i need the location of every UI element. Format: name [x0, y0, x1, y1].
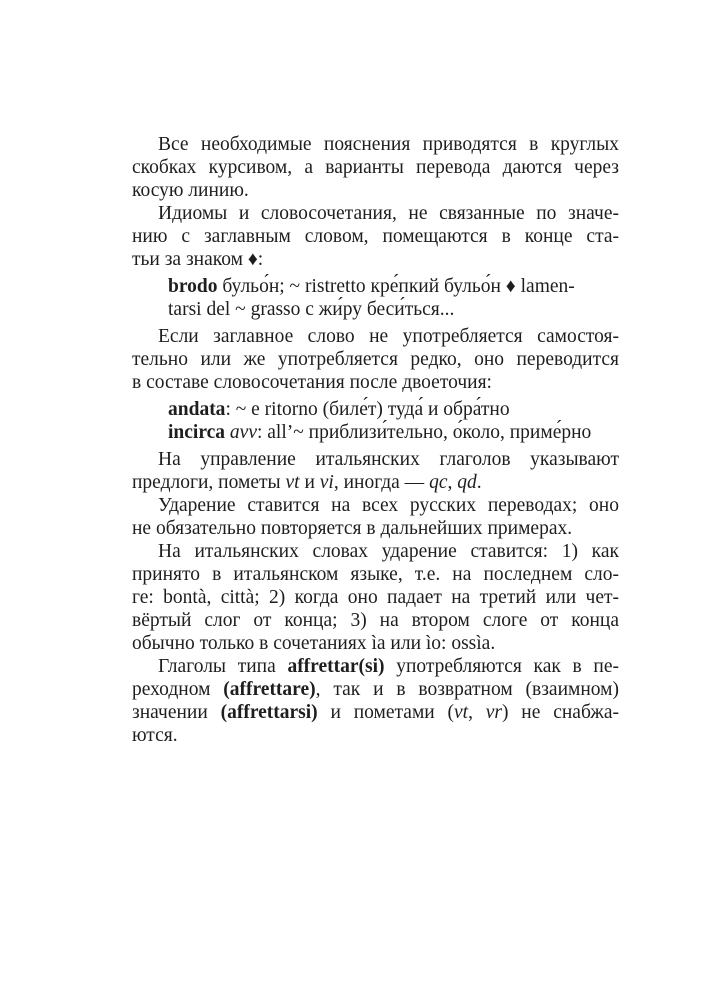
paragraph — [132, 494, 619, 540]
paragraph — [132, 202, 619, 271]
text-run: тьи за знаком ♦: — [132, 249, 264, 270]
text-line — [132, 348, 619, 371]
text-run: На управление итальянских глаголов указывают — [158, 449, 619, 470]
example-block — [168, 398, 619, 444]
grammar-label-italic: vr — [485, 702, 503, 723]
text-run: значении — [132, 702, 221, 723]
text-line — [132, 540, 619, 563]
text-run: бульо́н; ~ ristretto кре́пкий бульо́н ♦ lamen- — [217, 276, 575, 297]
paragraph — [132, 133, 619, 202]
headword-bold: affrettar(si) — [287, 656, 385, 677]
text-run: не обязательно повторяется в дальнейших примерах. — [132, 518, 573, 539]
text-run: нию с заглавным словом, помещаются в конце ста- — [132, 226, 619, 247]
text-run: ются. — [132, 725, 178, 746]
text-run: предлоги, пометы — [132, 472, 286, 493]
grammar-label-italic: vi — [319, 472, 334, 493]
text-run: употребляются как в пе- — [384, 656, 619, 677]
text-run: вёртый слог от конца; 3) на втором слоге от конца — [132, 610, 619, 631]
text-run: Все необходимые пояснения приводятся в круглых — [158, 134, 619, 155]
text-line — [168, 275, 619, 298]
text-run: На итальянских словах ударение ставится: 1) как — [158, 541, 619, 562]
text-run: Глаголы типа — [158, 656, 288, 677]
text-run: , — [447, 472, 458, 493]
text-run: : all’~ приблизи́тельно, о́коло, приме́рно — [256, 422, 592, 443]
text-run: и пометами ( — [317, 702, 455, 723]
text-run: ге: bontà, città; 2) когда оно падает на третий или чет- — [132, 587, 619, 608]
paragraph — [132, 448, 619, 494]
headword-bold: (affrettare) — [223, 679, 316, 700]
text-line — [132, 701, 619, 724]
text-line — [132, 156, 619, 179]
grammar-label-italic: avv — [229, 422, 257, 443]
headword-bold: brodo — [168, 276, 218, 297]
text-run: : ~ e ritorno (биле́т) туда́ и обра́тно — [225, 399, 510, 420]
text-run: , — [468, 702, 486, 723]
grammar-label-italic: qd — [457, 472, 477, 493]
headword-bold: andata — [168, 399, 226, 420]
text-line — [132, 371, 619, 394]
text-run: в составе словосочетания после двоеточия: — [132, 372, 492, 393]
text-run: Идиомы и словосочетания, не связанные по значе- — [158, 203, 619, 224]
text-run: тельно или же употребляется редко, оно переводится — [132, 349, 619, 370]
headword-bold: incirca — [168, 422, 226, 443]
text-line — [132, 517, 619, 540]
example-block — [168, 275, 619, 321]
text-line — [132, 471, 619, 494]
text-line — [168, 298, 619, 321]
text-line — [132, 448, 619, 471]
text-line — [168, 398, 619, 421]
text-run: принято в итальянском языке, т.е. на последнем сло- — [132, 564, 619, 585]
text-run: ) не снабжа- — [502, 702, 619, 723]
headword-bold: (affrettarsi) — [220, 702, 318, 723]
text-run: , так и в возвратном (взаимном) — [315, 679, 619, 700]
text-line — [132, 494, 619, 517]
text-line — [132, 655, 619, 678]
text-run: скобках курсивом, а варианты перевода даются через — [132, 157, 619, 178]
paragraph — [132, 655, 619, 747]
text-run: косую линию. — [132, 180, 249, 201]
text-run: tarsi del ~ grasso с жи́ру беси́ться... — [168, 299, 455, 320]
text-line — [132, 632, 619, 655]
text-line — [168, 421, 619, 444]
grammar-label-italic: qc — [429, 472, 448, 493]
page-text — [132, 133, 619, 747]
text-run: Ударение ставится на всех русских переводах; оно — [158, 495, 619, 516]
text-run: реходном — [132, 679, 224, 700]
paragraph — [132, 325, 619, 394]
text-line — [132, 179, 619, 202]
text-run: , иногда — — [333, 472, 430, 493]
text-line — [132, 724, 619, 747]
text-line — [132, 248, 619, 271]
text-run: и — [299, 472, 320, 493]
text-line — [132, 225, 619, 248]
text-line — [132, 586, 619, 609]
text-line — [132, 678, 619, 701]
text-line — [132, 133, 619, 156]
paragraph — [132, 540, 619, 655]
text-line — [132, 202, 619, 225]
text-line — [132, 325, 619, 348]
text-run: Если заглавное слово не употребляется самостоя- — [158, 326, 619, 347]
text-run: обычно только в сочетаниях ìa или ìo: ossìa. — [132, 633, 496, 654]
text-line — [132, 609, 619, 632]
text-line — [132, 563, 619, 586]
grammar-label-italic: vt — [454, 702, 469, 723]
grammar-label-italic: vt — [285, 472, 300, 493]
text-run: . — [476, 472, 482, 493]
